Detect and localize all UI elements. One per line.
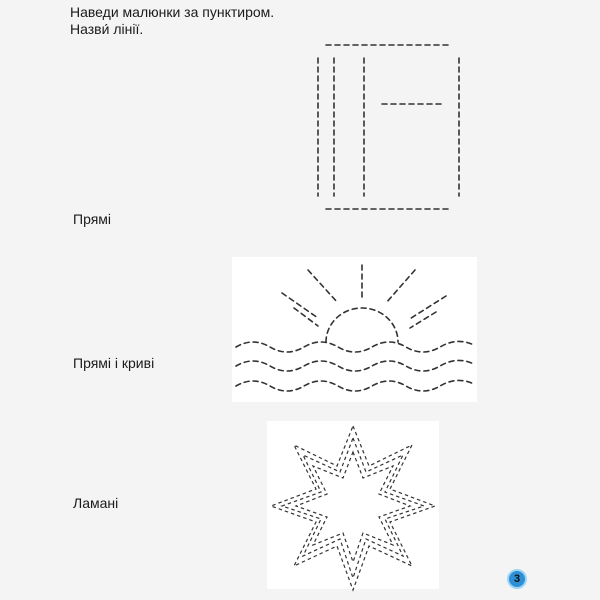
label-straight: Прямі [73,211,112,227]
label-straight-curved: Прямі і криві [73,355,155,371]
instruction-name-lines-suffix: лінії. [109,21,144,37]
instruction-trace: Наведи малюнки за пунктиром. [70,4,275,20]
instruction-name-lines-accent: и́ [101,21,110,37]
page-number-badge: 3 [507,569,527,589]
instruction-name-lines-prefix: Назв [70,21,102,37]
star-inner-outline [296,452,410,562]
label-broken: Ламані [73,495,119,511]
